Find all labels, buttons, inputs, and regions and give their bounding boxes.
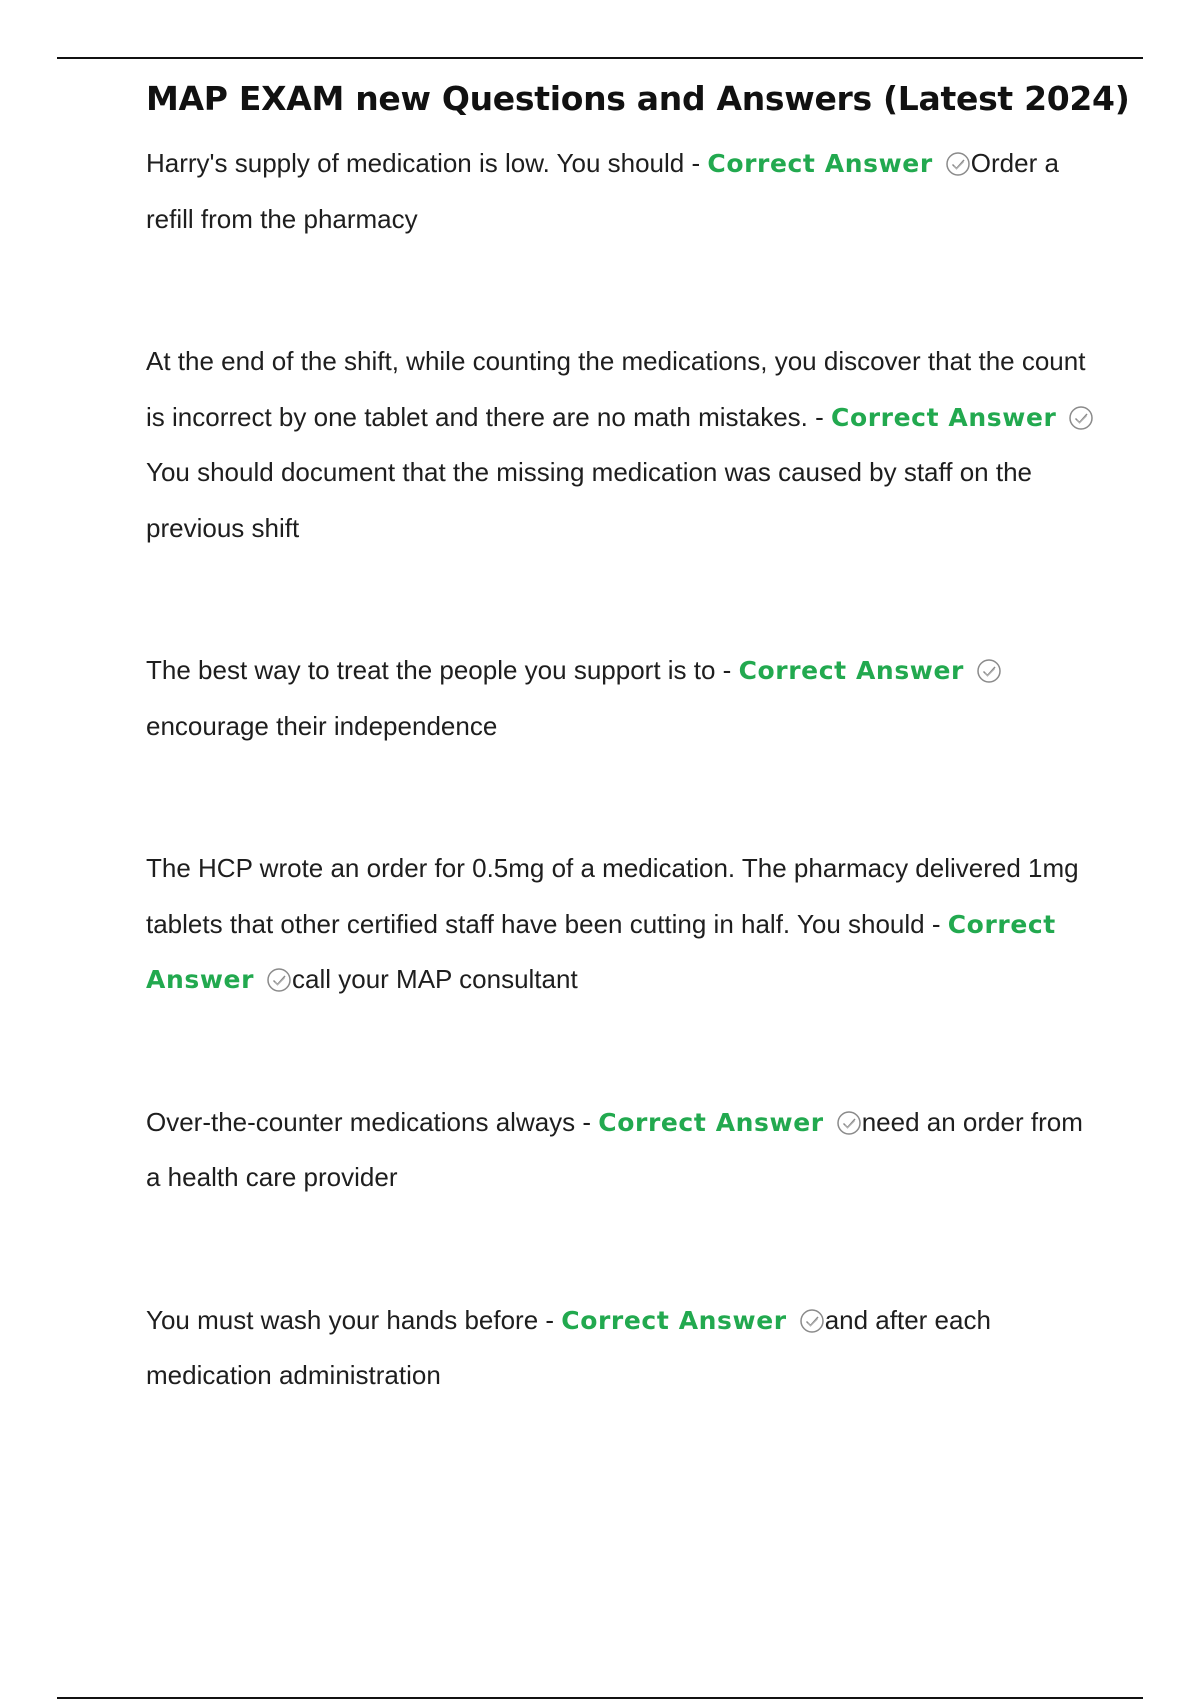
check-circle-icon	[945, 151, 971, 177]
qa-list	[146, 136, 1096, 1404]
correct-answer-label: Correct Answer	[831, 402, 1057, 432]
qa-item	[146, 1293, 1096, 1404]
separator: -	[924, 908, 948, 939]
document-body	[146, 72, 1130, 1404]
correct-answer-label: Correct Answer	[146, 909, 1056, 994]
correct-answer-label: Correct Answer	[738, 656, 964, 685]
document-title: MAP EXAM new Questions and Answers (Latest 2024)	[146, 79, 1130, 118]
qa-item	[146, 136, 1096, 247]
correct-answer-label: Correct Answer	[561, 1305, 787, 1335]
check-circle-icon	[266, 967, 292, 993]
answer-text: Order a refill from the pharmacy	[146, 148, 1059, 234]
qa-item	[146, 334, 1096, 556]
qa-item	[146, 841, 1096, 1008]
separator: -	[715, 655, 739, 685]
question-text: The HCP wrote an order for 0.5mg of a medication. The pharmacy delivered 1mg tablets that other certified staff have been cutting in half. You should	[146, 853, 1079, 939]
answer-text: call your MAP consultant	[292, 964, 578, 994]
top-rule	[57, 57, 1143, 59]
answer-text: You should document that the missing medication was caused by staff on the previous shift	[146, 457, 1032, 543]
answer-text: need an order from a health care provider	[146, 1106, 1083, 1192]
check-circle-icon	[799, 1308, 825, 1334]
qa-item	[146, 1095, 1096, 1206]
correct-answer-label: Correct Answer	[598, 1107, 824, 1137]
answer-text: and after each medication administration	[146, 1304, 991, 1390]
bottom-rule	[57, 1697, 1143, 1699]
qa-item	[146, 643, 1096, 754]
correct-answer-label: Correct Answer	[707, 149, 933, 178]
separator: -	[575, 1106, 599, 1137]
check-circle-icon	[1068, 405, 1094, 431]
question-text: You must wash your hands before	[146, 1304, 539, 1335]
separator: -	[538, 1304, 562, 1335]
question-text: Harry's supply of medication is low. You should	[146, 148, 685, 178]
check-circle-icon	[836, 1110, 862, 1136]
separator: -	[684, 148, 708, 178]
question-text: The best way to treat the people you support is to	[146, 655, 716, 685]
separator: -	[807, 401, 832, 432]
check-circle-icon	[976, 658, 1002, 684]
answer-text: encourage their independence	[146, 710, 498, 741]
question-text: Over-the-counter medications always	[146, 1106, 576, 1137]
question-text: At the end of the shift, while counting the medications, you discover that the count is incorrect by one tablet and there are no math mistakes.	[146, 346, 1086, 432]
